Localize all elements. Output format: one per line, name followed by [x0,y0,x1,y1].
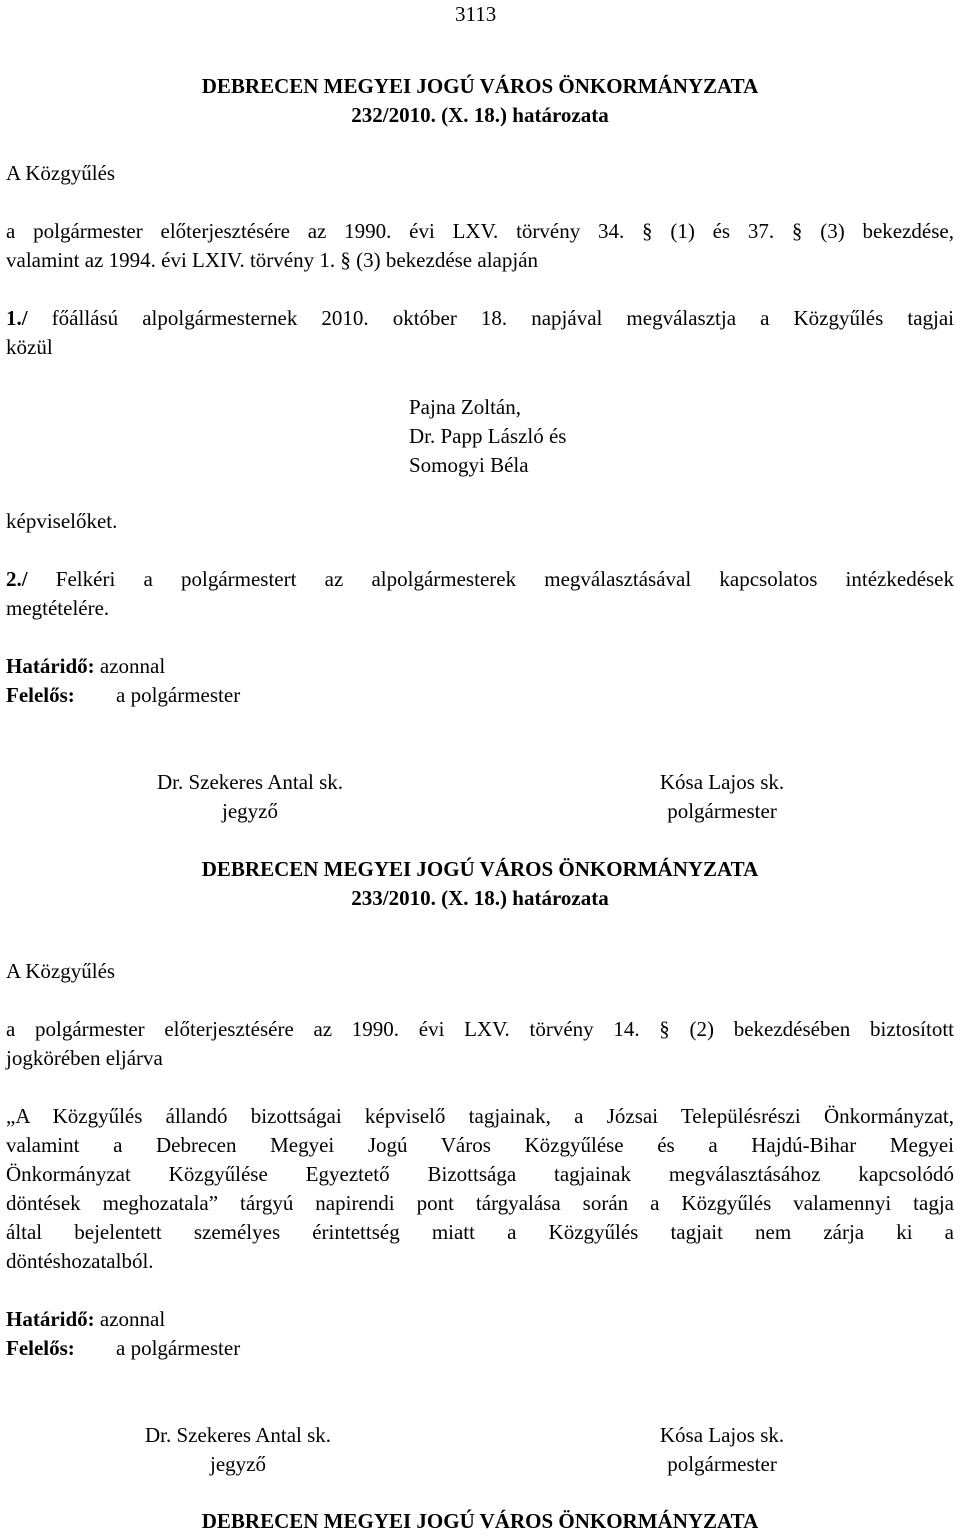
deadline-row [6,1305,165,1334]
responsible-row [6,1334,240,1363]
body-line: döntéshozatalból. [6,1249,154,1273]
signature-right [572,1421,872,1479]
preamble-line: a polgármester előterjesztésére az 1990. évi LXV. törvény 34. § (1) és 37. § (3) bekezdése, [6,219,954,243]
resolution-issuer: DEBRECEN MEGYEI JOGÚ VÁROS ÖNKORMÁNYZATA [201,1509,759,1533]
point-2 [6,565,954,623]
responsible-label: Felelős: [6,1336,75,1360]
resolution-number: 233/2010. (X. 18.) határozata [351,886,609,910]
preamble-line: jogkörében eljárva [6,1046,163,1070]
resolution-issuer: DEBRECEN MEGYEI JOGÚ VÁROS ÖNKORMÁNYZATA [201,74,759,98]
page-number: 3113 [455,2,497,26]
body-line: „A Közgyűlés állandó bizottságai képviselő tagjainak, a Józsai Településrészi Önkormányzat, [6,1104,954,1128]
signer-name: Kósa Lajos sk. [659,770,785,794]
preamble-line: a polgármester előterjesztésére az 1990. évi LXV. törvény 14. § (2) bekezdésében biztosított [6,1017,954,1041]
signer-title: polgármester [667,1452,777,1476]
preamble [6,1015,954,1073]
body-line: valamint a Debrecen Megyei Jogú Város Közgyűlése és a Hajdú-Bihar Megyei [6,1133,954,1157]
signer-title: jegyző [210,1452,266,1476]
body-line: döntések meghozatala” tárgyú napirendi pont tárgyalása során a Közgyűlés valamennyi tagja [6,1191,954,1215]
point-1-line: közül [6,335,53,359]
signature-right [572,768,872,826]
point-1-line [6,304,954,333]
preamble [6,217,954,275]
body-line: Önkormányzat Közgyűlése Egyeztető Bizottsága tagjainak megválasztásához kapcsolódó [6,1162,954,1186]
assembly-label: A Közgyűlés [6,161,116,185]
resolution-number: 232/2010. (X. 18.) határozata [351,103,609,127]
deadline-value: azonnal [99,1307,166,1331]
signer-name: Dr. Szekeres Antal sk. [144,1423,332,1447]
responsible-row [6,681,240,710]
responsible-value: a polgármester [116,1336,241,1360]
signer-name: Kósa Lajos sk. [659,1423,785,1447]
resolution-body [6,1102,954,1276]
responsible-label: Felelős: [6,683,75,707]
signature-left [88,1421,388,1479]
deadline-value: azonnal [99,654,166,678]
point-text: Felkéri a polgármestert az alpolgármesterek megválasztásával kapcsolatos intézkedések [55,567,955,591]
name-item: Somogyi Béla [409,453,529,477]
name-item: Pajna Zoltán, [409,395,521,419]
point-2-line: megtételére. [6,596,110,620]
assembly-label: A Közgyűlés [6,959,116,983]
deadline-row [6,652,165,681]
point-1 [6,304,954,362]
resolution-issuer: DEBRECEN MEGYEI JOGÚ VÁROS ÖNKORMÁNYZATA [201,857,759,881]
name-list [409,393,566,480]
point-number: 2./ [6,567,28,591]
signer-title: jegyző [222,799,278,823]
responsible-value: a polgármester [116,683,241,707]
signer-title: polgármester [667,799,777,823]
preamble-line: valamint az 1994. évi LXIV. törvény 1. § (3) bekezdése alapján [6,248,539,272]
name-item: Dr. Papp László és [409,424,567,448]
signer-name: Dr. Szekeres Antal sk. [156,770,344,794]
point-number: 1./ [6,306,28,330]
signature-left [100,768,400,826]
deadline-label: Határidő: [6,1307,95,1331]
body-line: által bejelentett személyes érintettség miatt a Közgyűlés tagjait nem zárja ki a [6,1220,954,1244]
point-1-end: képviselőket. [6,509,118,533]
point-text: főállású alpolgármesternek 2010. október 18. napjával megválasztja a Közgyűlés tagjai [51,306,954,330]
deadline-label: Határidő: [6,654,95,678]
point-2-line [6,565,954,594]
